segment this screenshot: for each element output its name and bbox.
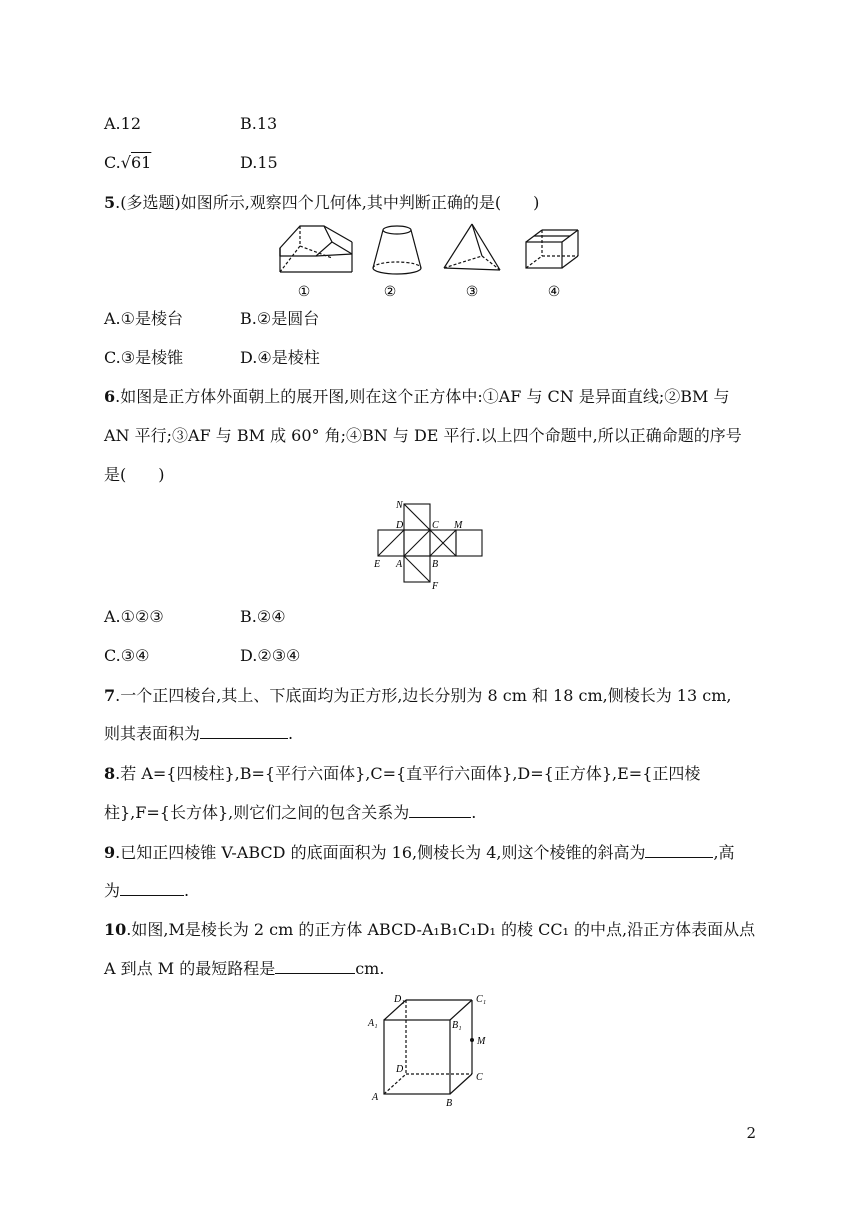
sqrt-symbol: √ [120, 153, 131, 172]
net-label-n: N [396, 500, 403, 511]
net-label-e: E [374, 559, 381, 570]
q5-option-c: C.③是棱锥 [104, 348, 184, 367]
q10-answer-blank[interactable] [275, 959, 355, 974]
cube-label-b1: B₁ [452, 1020, 462, 1031]
net-label-f: F [432, 581, 439, 590]
cube-label-c: C [476, 1072, 483, 1083]
point-m-marker [470, 1038, 474, 1042]
q6-option-c: C.③④ [104, 646, 150, 665]
q7-stem-line2: 则其表面积为 . [104, 724, 294, 743]
page-number: 2 [746, 1124, 756, 1142]
cube-label-c1: C₁ [476, 994, 487, 1005]
q4-option-b: B.13 [240, 114, 278, 133]
q7-answer-blank[interactable] [200, 724, 288, 739]
net-label-b: B [432, 559, 439, 570]
q5-option-a: A.①是棱台 [104, 309, 183, 328]
q10-cube-figure [362, 990, 502, 1116]
q10-stem-line2: A 到点 M 的最短路程是 cm. [104, 959, 385, 978]
net-label-a: A [396, 559, 403, 570]
q6-option-d: D.②③④ [240, 646, 301, 665]
fig-label-4: ④ [547, 285, 561, 300]
q10-stem-line1: 10.如图,M是棱长为 2 cm 的正方体 ABCD-A₁B₁C₁D₁ 的棱 CC₁ 的中点,沿正方体表面从点 [104, 920, 756, 939]
q9-stem-line2: 为 . [104, 881, 190, 900]
q6-cube-net-figure [370, 498, 490, 594]
solid-1-prism [280, 226, 352, 272]
fig-label-2: ② [383, 285, 397, 300]
q4-option-c-radicand: 61 [130, 153, 152, 172]
q6-stem-line1: 6.如图是正方体外面朝上的展开图,则在这个正方体中:①AF 与 CN 是异面直线;②BM 与 [104, 387, 730, 406]
q8-answer-blank[interactable] [409, 803, 471, 818]
q9-stem-line1: 9.已知正四棱锥 V-ABCD 的底面面积为 16,侧棱长为 4,则这个棱锥的斜高为 ,高 [104, 843, 735, 862]
solid-4-prism [526, 230, 578, 268]
cube-label-a: A [372, 1092, 379, 1103]
fig-label-1: ① [297, 285, 311, 300]
q6-option-a: A.①②③ [104, 607, 164, 626]
q5-figure [272, 218, 592, 304]
q4-option-d: D.15 [240, 153, 278, 172]
q4-option-c: C.√61 [104, 153, 152, 172]
q7-stem-line1: 7.一个正四棱台,其上、下底面均为正方形,边长分别为 8 cm 和 18 cm,侧棱长为 13 cm, [104, 686, 732, 705]
net-label-d: D [396, 520, 404, 531]
cube-label-d: D [396, 1064, 404, 1075]
cube-label-d1: D₁ [394, 994, 405, 1005]
q9-slant-height-blank[interactable] [645, 843, 713, 858]
fig-label-3: ③ [465, 285, 479, 300]
net-label-c: C [432, 520, 439, 531]
q5-option-d: D.④是棱柱 [240, 348, 320, 367]
q8-stem-line1: 8.若 A={四棱柱},B={平行六面体},C={直平行六面体},D={正方体},E={正四棱 [104, 764, 701, 783]
solid-3-pyramid [444, 224, 500, 270]
q4-option-a: A.12 [104, 114, 141, 133]
q5-stem: 5.(多选题)如图所示,观察四个几何体,其中判断正确的是( ) [104, 193, 540, 212]
cube-label-b: B [446, 1098, 453, 1109]
q8-stem-line2: 柱},F={长方体},则它们之间的包含关系为 . [104, 803, 477, 822]
cube-label-m: M [477, 1036, 486, 1047]
net-label-m: M [454, 520, 463, 531]
q6-option-b: B.②④ [240, 607, 286, 626]
q9-height-blank[interactable] [120, 881, 184, 896]
q6-stem-line3: 是( ) [104, 465, 165, 484]
q6-stem-line2: AN 平行;③AF 与 BM 成 60° 角;④BN 与 DE 平行.以上四个命题中,所以正确命题的序号 [104, 426, 742, 445]
q5-option-b: B.②是圆台 [240, 309, 320, 328]
cube-label-a1: A₁ [368, 1018, 378, 1029]
solid-2-frustum [373, 226, 421, 274]
